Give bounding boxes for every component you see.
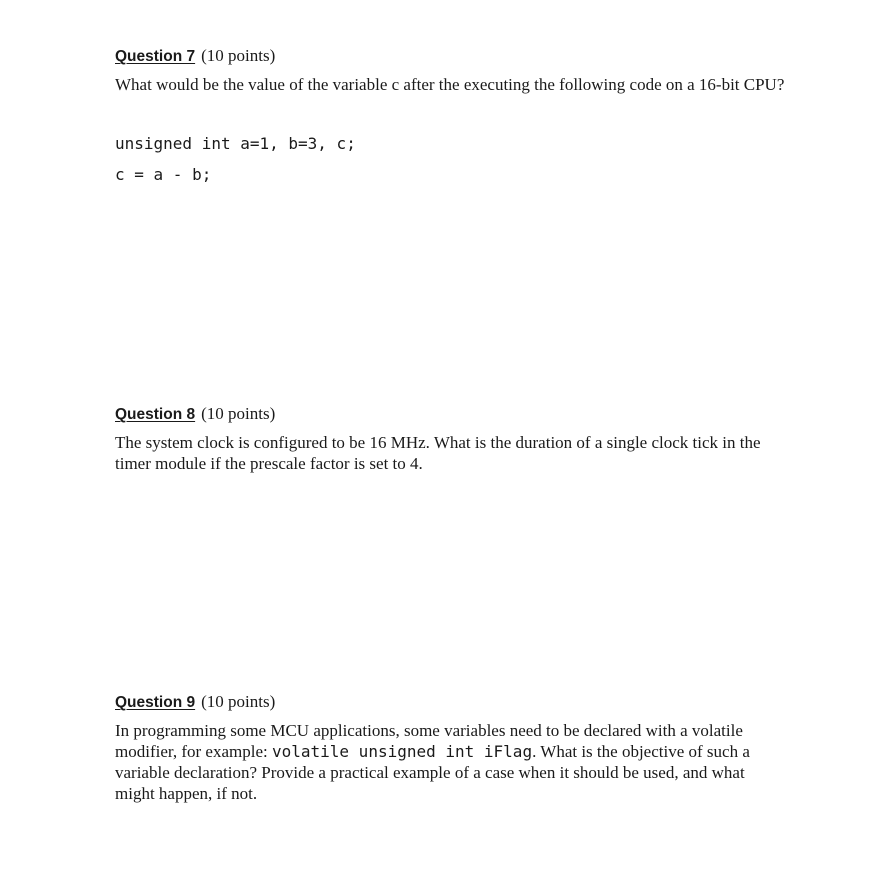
question-7-text: What would be the value of the variable c after the executing the following code on a 16-bit CPU? [115,75,785,94]
question-9-header [115,690,785,714]
question-7-points: (10 points) [201,46,276,65]
question-8-text: The system clock is configured to be 16 MHz. What is the duration of a single clock tick in the timer module if the prescale factor is set to 4. [115,433,761,473]
question-9-text-before: In programming some MCU applications, some variables need to be declared with a volatile modifier, for example: [115,721,743,761]
code-line-subtraction: c = a - b; [115,165,212,184]
question-9-points: (10 points) [201,692,276,711]
question-8-title: Question 8 [115,406,196,423]
question-8 [115,402,785,474]
question-7 [115,44,785,95]
question-7-header [115,44,785,68]
question-9-text [115,720,785,804]
question-7-title: Question 7 [115,48,196,65]
question-9-text-after: . What is the objective of such a variable declaration? Provide a practical example of a case when it should be used, and what might happen, if not. [115,742,750,803]
question-9-title: Question 9 [115,694,196,711]
question-8-points: (10 points) [201,404,276,423]
question-9-inline-code: volatile unsigned int iFlag [271,742,533,761]
question-8-header [115,402,785,426]
code-line-declaration: unsigned int a=1, b=3, c; [115,134,356,153]
question-9 [115,690,785,804]
